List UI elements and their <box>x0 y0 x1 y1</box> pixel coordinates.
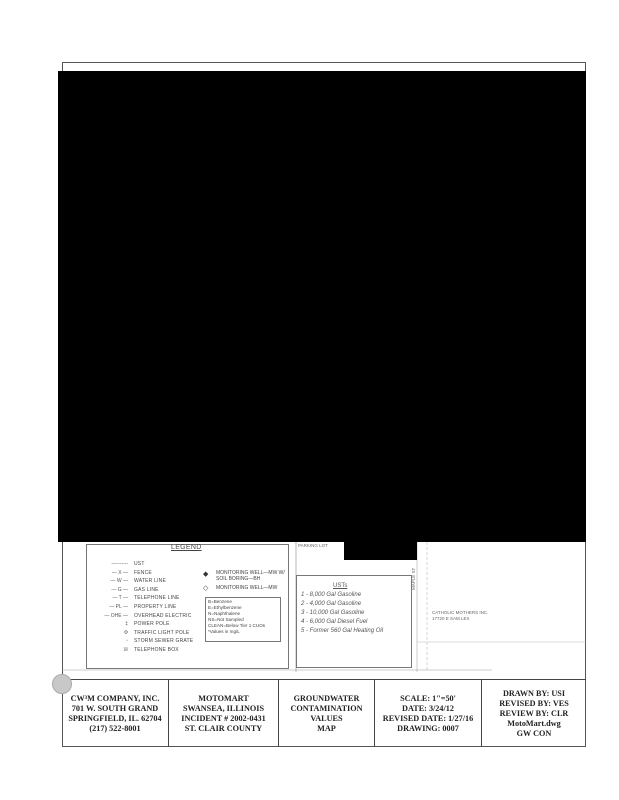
review-by-text: REVIEW BY: CLR <box>499 708 569 718</box>
ust-title: USTs <box>333 583 348 589</box>
drawn-by-text: DRAWN BY: USI <box>502 688 566 698</box>
legend-well-boring-label: MONITORING WELL—MW W/ SOIL BORING—BH <box>216 570 285 582</box>
abbreviation-box <box>205 597 281 642</box>
legend-symbol: ☒ <box>123 647 128 653</box>
ust-item: 2 - 4,000 Gal Gasoline <box>301 601 362 607</box>
legend-symbol: ---------- <box>111 561 128 567</box>
legend-label: FENCE <box>134 569 152 576</box>
revised-date-text: REVISED DATE: 1/27/16 <box>382 713 474 723</box>
scale-text: SCALE: 1"=50' <box>400 693 456 703</box>
map-label-neighbor: CATHOLIC MOTHERS INC. 17720 E SAM LEX <box>432 610 489 621</box>
abbr-naphthalene: N=Naphthalene <box>208 611 241 616</box>
site-name: MOTOMART <box>198 693 249 703</box>
title-block <box>62 679 586 747</box>
company-phone: (217) 522-8001 <box>89 723 141 733</box>
ust-item: 3 - 10,000 Gal Gasoline <box>301 610 365 616</box>
drawing-title-line: MAP <box>317 723 336 733</box>
legend-symbol: — PL — <box>109 604 128 610</box>
map-label-street: MAPLE ST <box>411 567 416 590</box>
legend-label: WATER LINE <box>134 578 167 585</box>
legend-symbol: — T — <box>112 595 128 602</box>
layer-text: GW CON <box>516 728 552 738</box>
abbr-not-sampled: NS=Not Sampled <box>208 617 244 622</box>
abbr-units-note: *Values in mg/L <box>208 629 240 634</box>
punch-hole-mark <box>52 674 72 694</box>
drawing-title-line: VALUES <box>310 713 343 723</box>
drawing-number-text: DRAWING: 0007 <box>397 723 459 733</box>
site-incident: INCIDENT # 2002-0431 <box>181 713 266 723</box>
file-name-text: MotoMart.dwg <box>507 718 561 728</box>
map-label-top: PARKING LOT <box>298 543 328 548</box>
drawing-title-line: CONTAMINATION <box>290 703 363 713</box>
abbr-benzene: B=Benzene <box>208 599 232 604</box>
redaction-block-main <box>58 71 586 542</box>
abbr-ethylbenzene: E=Ethylbenzene <box>208 605 242 610</box>
legend-symbol: — OHE — <box>104 612 128 619</box>
legend-label: UST <box>134 561 145 567</box>
drawing-title-cell <box>279 680 374 747</box>
abbr-clean: CLEAN=Below Tier 1 CUOs <box>208 623 266 628</box>
legend-symbol: — W — <box>110 578 128 585</box>
redaction-block-small <box>344 540 417 560</box>
legend-symbol: ▫ <box>126 638 128 645</box>
legend-title: LEGEND <box>171 544 202 551</box>
company-city: SPRINGFIELD, IL. 62704 <box>68 713 162 723</box>
review-cell <box>482 680 586 747</box>
scale-cell <box>375 680 481 747</box>
legend-label: PROPERTY LINE <box>134 604 177 610</box>
legend-label: TELEPHONE BOX <box>134 647 179 653</box>
legend-symbol: — X — <box>111 569 128 576</box>
ust-item: 4 - 6,000 Gal Diesel Fuel <box>301 619 368 625</box>
legend-label: TELEPHONE LINE <box>134 595 180 602</box>
revised-by-text: REVISED BY: VES <box>499 698 569 708</box>
drawing-title-line: GROUNDWATER <box>293 693 360 703</box>
monitoring-well-icon: ◇ <box>203 584 209 592</box>
site-county: ST. CLAIR COUNTY <box>184 723 263 733</box>
legend-label: OVERHEAD ELECTRIC <box>134 612 192 619</box>
legend-symbol: Φ <box>124 629 128 636</box>
legend-label: POWER POLE <box>134 621 170 628</box>
company-address: 701 W. SOUTH GRAND <box>71 703 159 713</box>
monitoring-well-boring-icon: ◆ <box>203 570 209 578</box>
legend-symbol: ‡ <box>125 621 128 628</box>
legend-well-label: MONITORING WELL—MW <box>216 585 278 591</box>
ust-item: 5 - Former 560 Gal Heating Oil <box>301 628 384 634</box>
ust-item: 1 - 8,000 Gal Gasoline <box>301 592 362 598</box>
site-cell <box>169 680 278 747</box>
company-name: CW³M COMPANY, INC. <box>70 693 160 703</box>
date-text: DATE: 3/24/12 <box>402 703 454 713</box>
company-cell <box>62 680 168 747</box>
legend-label: STORM SEWER GRATE <box>134 638 194 645</box>
legend-label: TRAFFIC LIGHT POLE <box>134 629 190 636</box>
legend-label: GAS LINE <box>134 586 159 593</box>
site-location: SWANSEA, ILLINOIS <box>183 703 264 713</box>
legend-symbol: — G — <box>111 586 128 593</box>
